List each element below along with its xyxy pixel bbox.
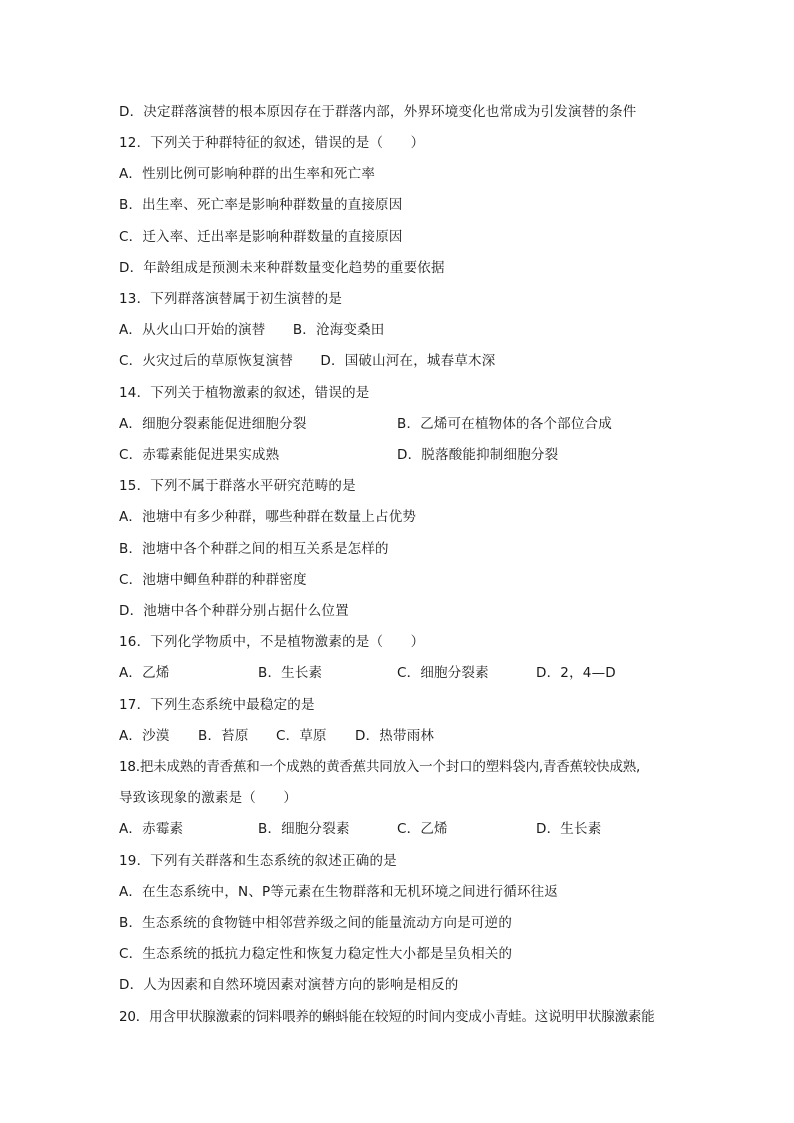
question-12-option-b: B．出生率、死亡率是影响种群数量的直接原因: [119, 197, 403, 213]
question-14-option-c: C．赤霉素能促进果实成熟: [119, 447, 280, 463]
question-20-stem: 20．用含甲状腺激素的饲料喂养的蝌蚪能在较短的时间内变成小青蛙。这说明甲状腺激素能: [119, 1009, 655, 1025]
question-16-option-c: C．细胞分裂素: [397, 665, 489, 681]
question-15-option-c: C．池塘中鲫鱼种群的种群密度: [119, 572, 307, 588]
question-14-option-b: B．乙烯可在植物体的各个部位合成: [397, 416, 612, 432]
question-16-stem: 16．下列化学物质中，不是植物激素的是（ ）: [119, 634, 425, 650]
question-18-option-a: A．赤霉素: [119, 821, 184, 837]
question-18-option-b: B．细胞分裂素: [258, 821, 350, 837]
question-15-option-b: B．池塘中各个种群之间的相互关系是怎样的: [119, 541, 389, 557]
question-19-stem: 19．下列有关群落和生态系统的叙述正确的是: [119, 853, 397, 869]
question-17-option-a: A．沙漠: [119, 728, 170, 744]
question-18-option-d: D．生长素: [536, 821, 602, 837]
question-17-option-c: C．草原: [276, 728, 327, 744]
question-12-option-d: D．年龄组成是预测未来种群数量变化趋势的重要依据: [119, 260, 445, 276]
question-19-option-d: D．人为因素和自然环境因素对演替方向的影响是相反的: [119, 977, 459, 993]
question-18-option-c: C．乙烯: [397, 821, 448, 837]
question-12-option-c: C．迁入率、迁出率是影响种群数量的直接原因: [119, 229, 403, 245]
question-18-stem: 18.把未成熟的青香蕉和一个成熟的黄香蕉共同放入一个封口的塑料袋内,青香蕉较快成熟,: [119, 759, 641, 775]
question-17-option-b: B．苔原: [198, 728, 249, 744]
question-13-options-ab: A．从火山口开始的演替 B．沧海变桑田: [119, 322, 385, 338]
question-16-option-d: D．2，4—D: [536, 665, 616, 681]
question-17-stem: 17．下列生态系统中最稳定的是: [119, 697, 315, 713]
question-15-option-d: D．池塘中各个种群分别占据什么位置: [119, 603, 349, 619]
question-12-option-a: A．性别比例可影响种群的出生率和死亡率: [119, 166, 376, 182]
question-15-stem: 15．下列不属于群落水平研究范畴的是: [119, 478, 356, 494]
question-19-option-a: A．在生态系统中，N、P等元素在生物群落和无机环境之间进行循环往返: [119, 884, 559, 900]
question-14-stem: 14．下列关于植物激素的叙述，错误的是: [119, 385, 370, 401]
question-19-option-b: B．生态系统的食物链中相邻营养级之间的能量流动方向是可逆的: [119, 915, 513, 931]
question-18-stem-continued: 导致该现象的激素是（ ）: [119, 790, 298, 806]
question-17-option-d: D．热带雨林: [355, 728, 435, 744]
question-13-options-cd: C．火灾过后的草原恢复演替 D．国破山河在，城春草木深: [119, 353, 496, 369]
question-11-option-d: D．决定群落演替的根本原因存在于群落内部，外界环境变化也常成为引发演替的条件: [119, 104, 637, 120]
question-16-option-a: A．乙烯: [119, 665, 170, 681]
question-15-option-a: A．池塘中有多少种群，哪些种群在数量上占优势: [119, 509, 417, 525]
question-19-option-c: C．生态系统的抵抗力稳定性和恢复力稳定性大小都是呈负相关的: [119, 946, 513, 962]
question-12-stem: 12．下列关于种群特征的叙述，错误的是（ ）: [119, 135, 425, 151]
question-14-option-d: D．脱落酸能抑制细胞分裂: [397, 447, 559, 463]
question-14-option-a: A．细胞分裂素能促进细胞分裂: [119, 416, 307, 432]
question-13-stem: 13．下列群落演替属于初生演替的是: [119, 291, 343, 307]
question-16-option-b: B．生长素: [258, 665, 323, 681]
